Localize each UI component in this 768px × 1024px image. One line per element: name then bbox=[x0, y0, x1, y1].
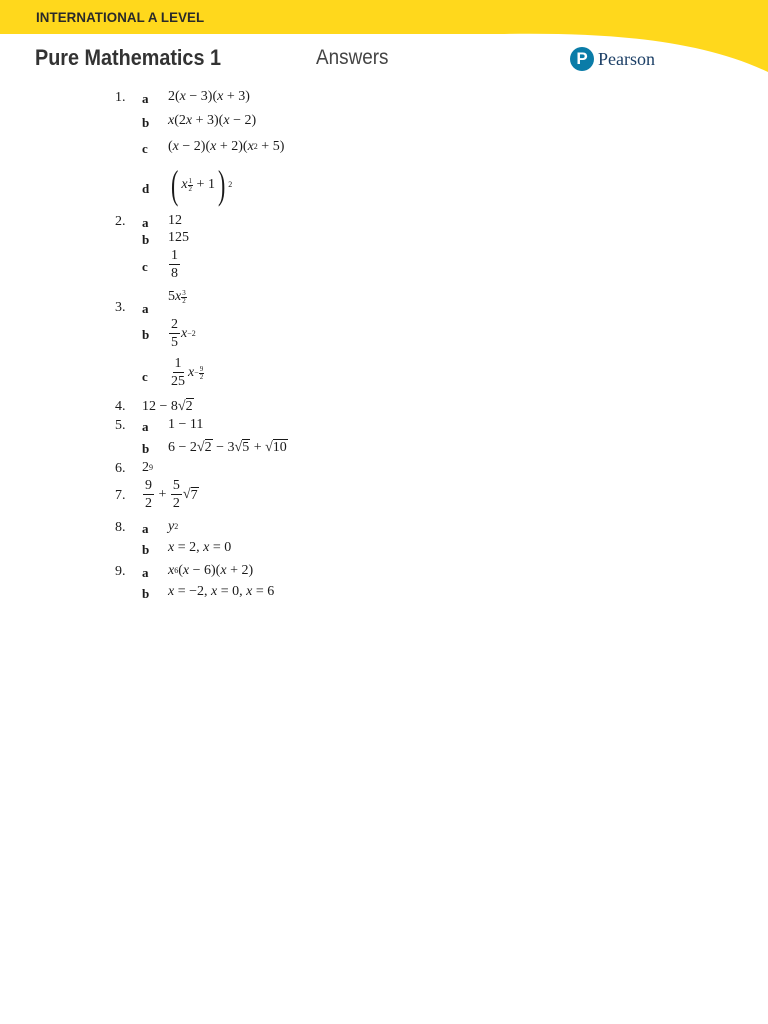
answer-expression: x = 2, x = 0 bbox=[168, 540, 232, 555]
part-label: d bbox=[142, 181, 150, 196]
answer-expression: $\frac{1}{8}$ bbox=[171, 248, 178, 281]
part-label: b bbox=[142, 441, 150, 456]
answer-expression: 5 x 3 2 bbox=[168, 288, 186, 305]
question-number: 1. bbox=[115, 90, 126, 105]
part-label: a bbox=[142, 301, 149, 316]
answer-expression: $\frac{2}{5}$ x −2 bbox=[171, 317, 196, 350]
part-label: a bbox=[142, 91, 149, 106]
answer-expression: 2 9 bbox=[142, 460, 153, 475]
series-label: INTERNATIONAL A LEVEL bbox=[36, 9, 205, 25]
question-number: 2. bbox=[115, 214, 126, 229]
answer-expression: 12 − 8 √ 2 bbox=[142, 398, 193, 414]
answer-value: 1 − 11 bbox=[168, 417, 204, 432]
answer-expression: $\frac{9}{2}$ + $\frac{5}{2}$ √ 7 bbox=[145, 478, 198, 511]
part-label: a bbox=[142, 215, 149, 230]
question-number: 3. bbox=[115, 300, 126, 315]
question-number: 8. bbox=[115, 520, 126, 535]
answer-expression: x 6 ( x − 6)( x + 2) bbox=[168, 563, 254, 578]
book-title: Pure Mathematics 1 bbox=[35, 45, 221, 70]
answer-value: 12 bbox=[168, 213, 182, 228]
part-label: a bbox=[142, 521, 149, 536]
part-label: b bbox=[142, 115, 150, 130]
part-label: c bbox=[142, 259, 148, 274]
answer-expression: y 2 bbox=[168, 519, 179, 534]
answer-expression: 2( x − 3)( x + 3) bbox=[168, 89, 250, 104]
question-number: 4. bbox=[115, 399, 126, 414]
part-label: b bbox=[142, 586, 150, 601]
answer-expression: $\frac{1}{25}$ x − 9 2 bbox=[171, 356, 204, 389]
question-number: 6. bbox=[115, 461, 126, 476]
part-label: c bbox=[142, 141, 148, 156]
answer-expression: 6 − 2 √ 2 − 3 √ 5 + √ 10 bbox=[168, 439, 287, 455]
section-title: Answers bbox=[316, 46, 389, 69]
answer-expression: ( x 1 2 + 1 ) 2 bbox=[170, 162, 233, 207]
question-number: 5. bbox=[115, 418, 126, 433]
answer-expression: x = −2, x = 0, x = 6 bbox=[168, 584, 275, 599]
part-label: b bbox=[142, 232, 150, 247]
question-number: 7. bbox=[115, 488, 126, 503]
publisher-name: Pearson bbox=[598, 48, 655, 69]
pearson-logo-icon: P bbox=[570, 47, 594, 71]
answer-value: 125 bbox=[168, 230, 189, 245]
part-label: b bbox=[142, 327, 150, 342]
part-label: a bbox=[142, 565, 149, 580]
part-label: a bbox=[142, 419, 149, 434]
answer-expression: x (2 x + 3)( x − 2) bbox=[168, 113, 257, 128]
question-number: 9. bbox=[115, 564, 126, 579]
part-label: c bbox=[142, 369, 148, 384]
answer-expression: ( x − 2)( x + 2)( x 2 + 5) bbox=[168, 139, 285, 154]
part-label: b bbox=[142, 542, 150, 557]
